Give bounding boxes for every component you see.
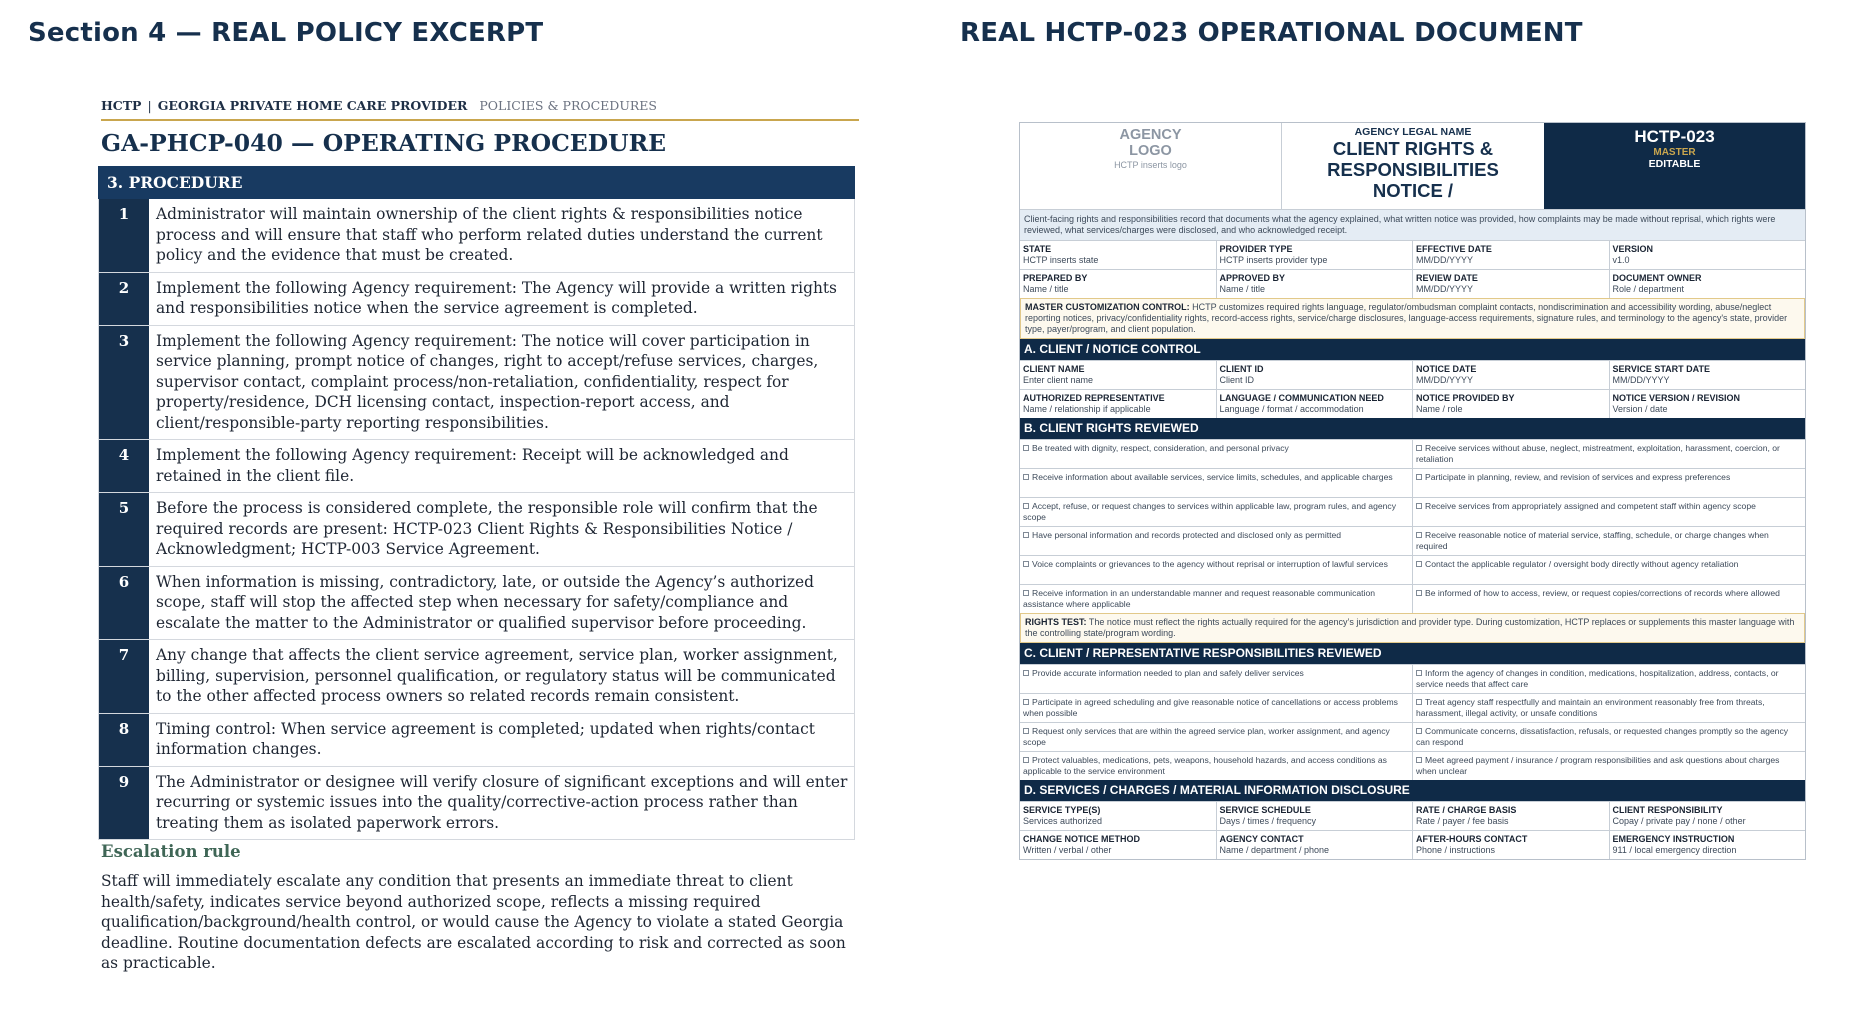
checklist-text: Have personal information and records protected and disclosed only as permitted [1032, 530, 1342, 540]
checklist-row [1020, 555, 1805, 584]
form-code-block [1544, 123, 1805, 209]
escalation-text: Staff will immediately escalate any condition that presents an immediate threat to client health/safety, indicates service beyond authorized scope, reflects a missing required qualification/background/health control, or would cause the Agency to violate a stated Georgia deadline. Routine documentation defects are escalated according to risk and corrected as soon as practicable. [101, 872, 846, 972]
procedure-step [99, 440, 854, 493]
field-label: EMERGENCY INSTRUCTION [1612, 834, 1735, 844]
form-title-block [1282, 123, 1544, 209]
field-row [1020, 360, 1805, 389]
step-number: 6 [99, 567, 149, 640]
field-label: SERVICE SCHEDULE [1219, 805, 1311, 815]
field-value: Name / title [1023, 284, 1069, 294]
form-field[interactable] [1020, 270, 1217, 298]
checkbox-icon[interactable] [1416, 590, 1422, 596]
checkbox-icon[interactable] [1416, 670, 1422, 676]
form-code: HCTP-023 [1634, 127, 1715, 146]
hctp-023-form [1019, 122, 1806, 860]
checklist-text: Accept, refuse, or request changes to services within applicable law, program rules, and agency scope [1023, 501, 1396, 522]
agency-logo-placeholder [1020, 123, 1282, 209]
step-text: Administrator will maintain ownership of the client rights & responsibilities notice process and will ensure that staff who perform related duties understand the current policy and the evidence that must be created. [156, 205, 823, 264]
field-label: REVIEW DATE [1416, 273, 1478, 283]
checklist-row [1020, 693, 1805, 722]
checklist-row [1020, 468, 1805, 497]
field-label: SERVICE TYPE(S) [1023, 805, 1101, 815]
step-text: Implement the following Agency requirement: Receipt will be acknowledged and retained in the client file. [156, 446, 789, 485]
checklist-text: Be informed of how to access, review, or request copies/corrections of records where allowed [1425, 588, 1780, 598]
checklist-item[interactable] [1020, 723, 1413, 751]
step-text: Implement the following Agency requirement: The Agency will provide a written rights and responsibilities notice when the service agreement is completed. [156, 278, 837, 317]
field-label: DOCUMENT OWNER [1612, 273, 1702, 283]
checkbox-icon[interactable] [1416, 532, 1422, 538]
form-field[interactable] [1610, 390, 1806, 418]
field-label: NOTICE VERSION / REVISION [1612, 393, 1741, 403]
checkbox-icon[interactable] [1023, 670, 1029, 676]
rights-test-label: RIGHTS TEST: [1025, 617, 1087, 627]
step-number: 7 [99, 640, 149, 713]
field-row [1020, 389, 1805, 418]
field-label: NOTICE PROVIDED BY [1416, 393, 1515, 403]
form-field[interactable] [1217, 390, 1414, 418]
field-label: EFFECTIVE DATE [1416, 244, 1492, 254]
checklist-item[interactable] [1413, 665, 1805, 693]
step-text: Timing control: When service agreement is completed; updated when rights/contact information changes. [156, 719, 815, 758]
field-label: CLIENT RESPONSIBILITY [1612, 805, 1723, 815]
rights-test-text: The notice must reflect the rights actually required for the agency’s jurisdiction and provider type. During customization, HCTP replaces or supplements this master language with the controlling state/program wording. [1025, 617, 1795, 638]
form-title-line3: NOTICE / [1372, 180, 1454, 201]
checklist-item[interactable] [1413, 752, 1805, 780]
form-description: Client-facing rights and responsibilities record that documents what the agency explained, what written notice was provided, how complaints may be made without reprisal, which rights were reviewed, what services/charges were disclosed, and who acknowledged receipt. [1020, 209, 1805, 240]
section-a-band: A. CLIENT / NOTICE CONTROL [1020, 339, 1805, 360]
form-field[interactable] [1217, 270, 1414, 298]
checklist-item[interactable] [1413, 556, 1805, 584]
field-value: Role / department [1612, 284, 1685, 294]
checklist-item[interactable] [1020, 665, 1413, 693]
step-number: 2 [99, 273, 149, 325]
field-label: AGENCY CONTACT [1219, 834, 1304, 844]
checkbox-icon[interactable] [1023, 590, 1029, 596]
procedure-step [99, 199, 854, 273]
checklist-item[interactable] [1413, 585, 1805, 613]
field-value: MM/DD/YYYY [1612, 375, 1670, 385]
field-value: MM/DD/YYYY [1416, 255, 1474, 265]
policy-excerpt [101, 98, 859, 974]
checklist-item[interactable] [1413, 498, 1805, 526]
field-label: PREPARED BY [1023, 273, 1088, 283]
checkbox-icon[interactable] [1416, 757, 1422, 763]
checklist-text: Be treated with dignity, respect, consideration, and personal privacy [1032, 443, 1289, 453]
checklist-text: Treat agency staff respectfully and maintain an environment reasonably free from threats, harassment, illegal activity, or unsafe conditions [1416, 697, 1765, 718]
field-row [1020, 269, 1805, 298]
checklist-text: Receive services without abuse, neglect, mistreatment, exploitation, harassment, coercion, or retaliation [1416, 443, 1780, 464]
field-value: Language / format / accommodation [1219, 404, 1364, 414]
step-number: 5 [99, 493, 149, 566]
checklist-item[interactable] [1020, 469, 1413, 497]
step-text: When information is missing, contradictory, late, or outside the Agency’s authorized scope, staff will stop the affected step when necessary for safety/compliance and escalate the matter to the Administrator or qualified supervisor before proceeding. [156, 572, 815, 632]
rights-test-note [1020, 613, 1805, 643]
master-label: MASTER [1653, 147, 1696, 158]
checkbox-icon[interactable] [1416, 445, 1422, 451]
checkbox-icon[interactable] [1023, 757, 1029, 763]
field-label: LANGUAGE / COMMUNICATION NEED [1219, 393, 1384, 403]
field-row [1020, 240, 1805, 269]
section-b-band: B. CLIENT RIGHTS REVIEWED [1020, 418, 1805, 439]
checkbox-icon[interactable] [1416, 561, 1422, 567]
field-label: RATE / CHARGE BASIS [1416, 805, 1517, 815]
section-d-band: D. SERVICES / CHARGES / MATERIAL INFORMATION DISCLOSURE [1020, 780, 1805, 801]
checklist-text: Receive reasonable notice of material service, staffing, schedule, or charge changes when required [1416, 530, 1769, 551]
form-field[interactable] [1413, 270, 1610, 298]
field-label: NOTICE DATE [1416, 364, 1477, 374]
step-number: 3 [99, 326, 149, 440]
field-label: CLIENT ID [1219, 364, 1264, 374]
step-text: Before the process is considered complete, the responsible role will confirm that the required records are present: HCTP-023 Client Rights & Responsibilities Notice / Acknowledgment; HCTP-003 Service Agreement. [156, 499, 818, 558]
form-field[interactable] [1020, 361, 1217, 389]
checklist-row [1020, 584, 1805, 613]
section-d-fields [1020, 801, 1805, 859]
field-label: AUTHORIZED REPRESENTATIVE [1023, 393, 1165, 403]
form-field[interactable] [1413, 802, 1610, 830]
checkbox-icon[interactable] [1023, 474, 1029, 480]
checkbox-icon[interactable] [1416, 699, 1422, 705]
field-value: Name / title [1219, 284, 1266, 294]
checklist-text: Protect valuables, medications, pets, weapons, household hazards, and access conditions as applicable to the service environment [1023, 755, 1387, 776]
header-org: HCTP [101, 98, 142, 113]
checkbox-icon[interactable] [1023, 728, 1029, 734]
checklist-row [1020, 751, 1805, 780]
escalation-title: Escalation rule [101, 842, 241, 861]
field-value: v1.0 [1612, 255, 1630, 265]
field-label: CHANGE NOTICE METHOD [1023, 834, 1140, 844]
editable-label: EDITABLE [1648, 158, 1701, 170]
field-value: Copay / private pay / none / other [1612, 816, 1746, 826]
form-field[interactable] [1217, 831, 1414, 859]
checkbox-icon[interactable] [1023, 445, 1029, 451]
field-row [1020, 830, 1805, 859]
field-label: AFTER-HOURS CONTACT [1416, 834, 1528, 844]
field-value: MM/DD/YYYY [1416, 284, 1474, 294]
checklist-item[interactable] [1020, 585, 1413, 613]
procedure-step [99, 640, 854, 714]
logo-line1: AGENCY [1119, 127, 1182, 143]
form-field[interactable] [1610, 802, 1806, 830]
checklist-row [1020, 497, 1805, 526]
procedure-band: 3. PROCEDURE [98, 166, 855, 199]
right-section-title: REAL HCTP-023 OPERATIONAL DOCUMENT [960, 18, 1583, 48]
form-title-line1: CLIENT RIGHTS & [1332, 138, 1494, 159]
checklist-text: Receive information about available services, service limits, schedules, and applicable charges [1032, 472, 1393, 482]
field-value: HCTP inserts state [1023, 255, 1099, 265]
meta-fields [1020, 240, 1805, 298]
checklist-item[interactable] [1413, 440, 1805, 468]
field-label: CLIENT NAME [1023, 364, 1085, 374]
field-label: SERVICE START DATE [1612, 364, 1711, 374]
checklist-text: Provide accurate information needed to plan and safely deliver services [1032, 668, 1304, 678]
checklist-item[interactable] [1413, 527, 1805, 555]
field-value: Phone / instructions [1416, 845, 1496, 855]
customization-note [1020, 298, 1805, 339]
left-section-title: Section 4 — REAL POLICY EXCERPT [28, 18, 544, 48]
legal-name-caption: AGENCY LEGAL NAME [1354, 126, 1472, 138]
step-text: Any change that affects the client service agreement, service plan, worker assignment, billing, supervision, personnel qualification, or regulatory status will be communicated to the other affected process owners so related records remain consistent. [156, 646, 838, 705]
form-field[interactable] [1020, 390, 1217, 418]
form-field[interactable] [1413, 390, 1610, 418]
header-section: POLICIES & PROCEDURES [479, 98, 657, 113]
procedure-step [99, 493, 854, 567]
field-row [1020, 801, 1805, 830]
checkbox-icon[interactable] [1023, 503, 1029, 509]
form-field[interactable] [1610, 361, 1806, 389]
checklist-text: Participate in planning, review, and revision of services and express preferences [1425, 472, 1731, 482]
step-number: 8 [99, 714, 149, 766]
field-value: Enter client name [1023, 375, 1094, 385]
checkbox-icon[interactable] [1416, 728, 1422, 734]
field-value: Services authorized [1023, 816, 1103, 826]
field-value: Name / relationship if applicable [1023, 404, 1151, 414]
header-separator: | [147, 98, 152, 113]
form-field[interactable] [1413, 361, 1610, 389]
procedure-steps [98, 199, 855, 840]
checklist-item[interactable] [1413, 723, 1805, 751]
form-field[interactable] [1413, 831, 1610, 859]
field-label: STATE [1023, 244, 1052, 254]
field-value: Rate / payer / fee basis [1416, 816, 1509, 826]
form-field[interactable] [1020, 831, 1217, 859]
checklist-item[interactable] [1020, 694, 1413, 722]
form-field[interactable] [1217, 361, 1414, 389]
checkbox-icon[interactable] [1023, 532, 1029, 538]
checklist-item[interactable] [1020, 527, 1413, 555]
checklist-text: Receive services from appropriately assigned and competent staff within agency scope [1425, 501, 1756, 511]
policy-header [101, 98, 859, 121]
procedure-step [99, 567, 854, 641]
step-number: 1 [99, 199, 149, 272]
customization-label: MASTER CUSTOMIZATION CONTROL: [1025, 302, 1190, 312]
checklist-item[interactable] [1020, 752, 1413, 780]
logo-note: HCTP inserts logo [1114, 160, 1187, 170]
field-label: VERSION [1612, 244, 1654, 254]
section-c-checklist [1020, 664, 1805, 780]
field-value: Name / role [1416, 404, 1463, 414]
form-field[interactable] [1217, 802, 1414, 830]
form-field[interactable] [1020, 241, 1217, 269]
form-field[interactable] [1610, 241, 1806, 269]
step-number: 4 [99, 440, 149, 492]
procedure-step [99, 273, 854, 326]
checkbox-icon[interactable] [1416, 474, 1422, 480]
checklist-text: Meet agreed payment / insurance / program responsibilities and ask questions about charges when unclear [1416, 755, 1780, 776]
field-value: MM/DD/YYYY [1416, 375, 1474, 385]
field-value: Version / date [1612, 404, 1668, 414]
checklist-text: Receive information in an understandable manner and request reasonable communication assistance where applicable [1023, 588, 1376, 609]
checklist-text: Communicate concerns, dissatisfaction, refusals, or requested changes promptly so the agency can respond [1416, 726, 1789, 747]
field-value: Client ID [1219, 375, 1255, 385]
field-label: APPROVED BY [1219, 273, 1286, 283]
checklist-item[interactable] [1020, 440, 1413, 468]
field-value: 911 / local emergency direction [1612, 845, 1737, 855]
checklist-item[interactable] [1413, 694, 1805, 722]
form-field[interactable] [1020, 802, 1217, 830]
section-c-band: C. CLIENT / REPRESENTATIVE RESPONSIBILITIES REVIEWED [1020, 643, 1805, 664]
field-value: Name / department / phone [1219, 845, 1330, 855]
checkbox-icon[interactable] [1416, 503, 1422, 509]
form-header [1020, 123, 1805, 209]
customization-text: HCTP customizes required rights language, regulator/ombudsman complaint contacts, nondiscrimination and accessibility wording, abuse/neglect reporting notices, privacy/confidentiality rights, record-access rights, service/charge disclosures, language-access requirements, signature rules, and terminology to the agency's state, provider type, payer/program, and client population. [1025, 302, 1788, 334]
checklist-text: Inform the agency of changes in condition, medications, hospitalization, address, contacts, or service needs that affect care [1416, 668, 1779, 689]
form-field[interactable] [1217, 241, 1414, 269]
field-label: PROVIDER TYPE [1219, 244, 1293, 254]
checklist-item[interactable] [1413, 469, 1805, 497]
section-a-fields [1020, 360, 1805, 418]
checklist-row [1020, 722, 1805, 751]
procedure-step [99, 714, 854, 767]
form-field[interactable] [1610, 831, 1806, 859]
logo-line2: LOGO [1129, 143, 1172, 159]
checklist-item[interactable] [1020, 498, 1413, 526]
checkbox-icon[interactable] [1023, 699, 1029, 705]
field-value: Written / verbal / other [1023, 845, 1112, 855]
checklist-text: Contact the applicable regulator / oversight body directly without agency retaliation [1425, 559, 1739, 569]
form-field[interactable] [1413, 241, 1610, 269]
field-value: Days / times / frequency [1219, 816, 1317, 826]
policy-doc-title: GA-PHCP-040 — OPERATING PROCEDURE [101, 129, 667, 157]
checklist-text: Voice complaints or grievances to the agency without reprisal or interruption of lawful services [1032, 559, 1388, 569]
checklist-item[interactable] [1020, 556, 1413, 584]
step-text: The Administrator or designee will verify closure of significant exceptions and will enter recurring or systemic issues into the quality/corrective-action process rather than treating them as isolated paperwork errors. [156, 772, 848, 832]
checklist-row [1020, 439, 1805, 468]
header-provider: GEORGIA PRIVATE HOME CARE PROVIDER [157, 98, 468, 113]
procedure-step [99, 326, 854, 441]
checklist-text: Request only services that are within the agreed service plan, worker assignment, and agency scope [1023, 726, 1390, 747]
field-value: HCTP inserts provider type [1219, 255, 1328, 265]
checkbox-icon[interactable] [1023, 561, 1029, 567]
form-field[interactable] [1610, 270, 1806, 298]
section-b-checklist [1020, 439, 1805, 613]
checklist-row [1020, 526, 1805, 555]
step-number: 9 [99, 767, 149, 840]
step-text: Implement the following Agency requirement: The notice will cover participation in service planning, prompt notice of changes, right to accept/refuse services, charges, supervisor contact, complaint process/non-retaliation, confidentiality, respect for property/residence, DCH licensing contact, inspection-report access, and client/responsible-party reporting responsibilities. [156, 331, 819, 432]
checklist-row [1020, 664, 1805, 693]
checklist-text: Participate in agreed scheduling and give reasonable notice of cancellations or access problems when possible [1023, 697, 1398, 718]
procedure-step [99, 767, 854, 841]
form-title-line2: RESPONSIBILITIES [1327, 159, 1499, 180]
